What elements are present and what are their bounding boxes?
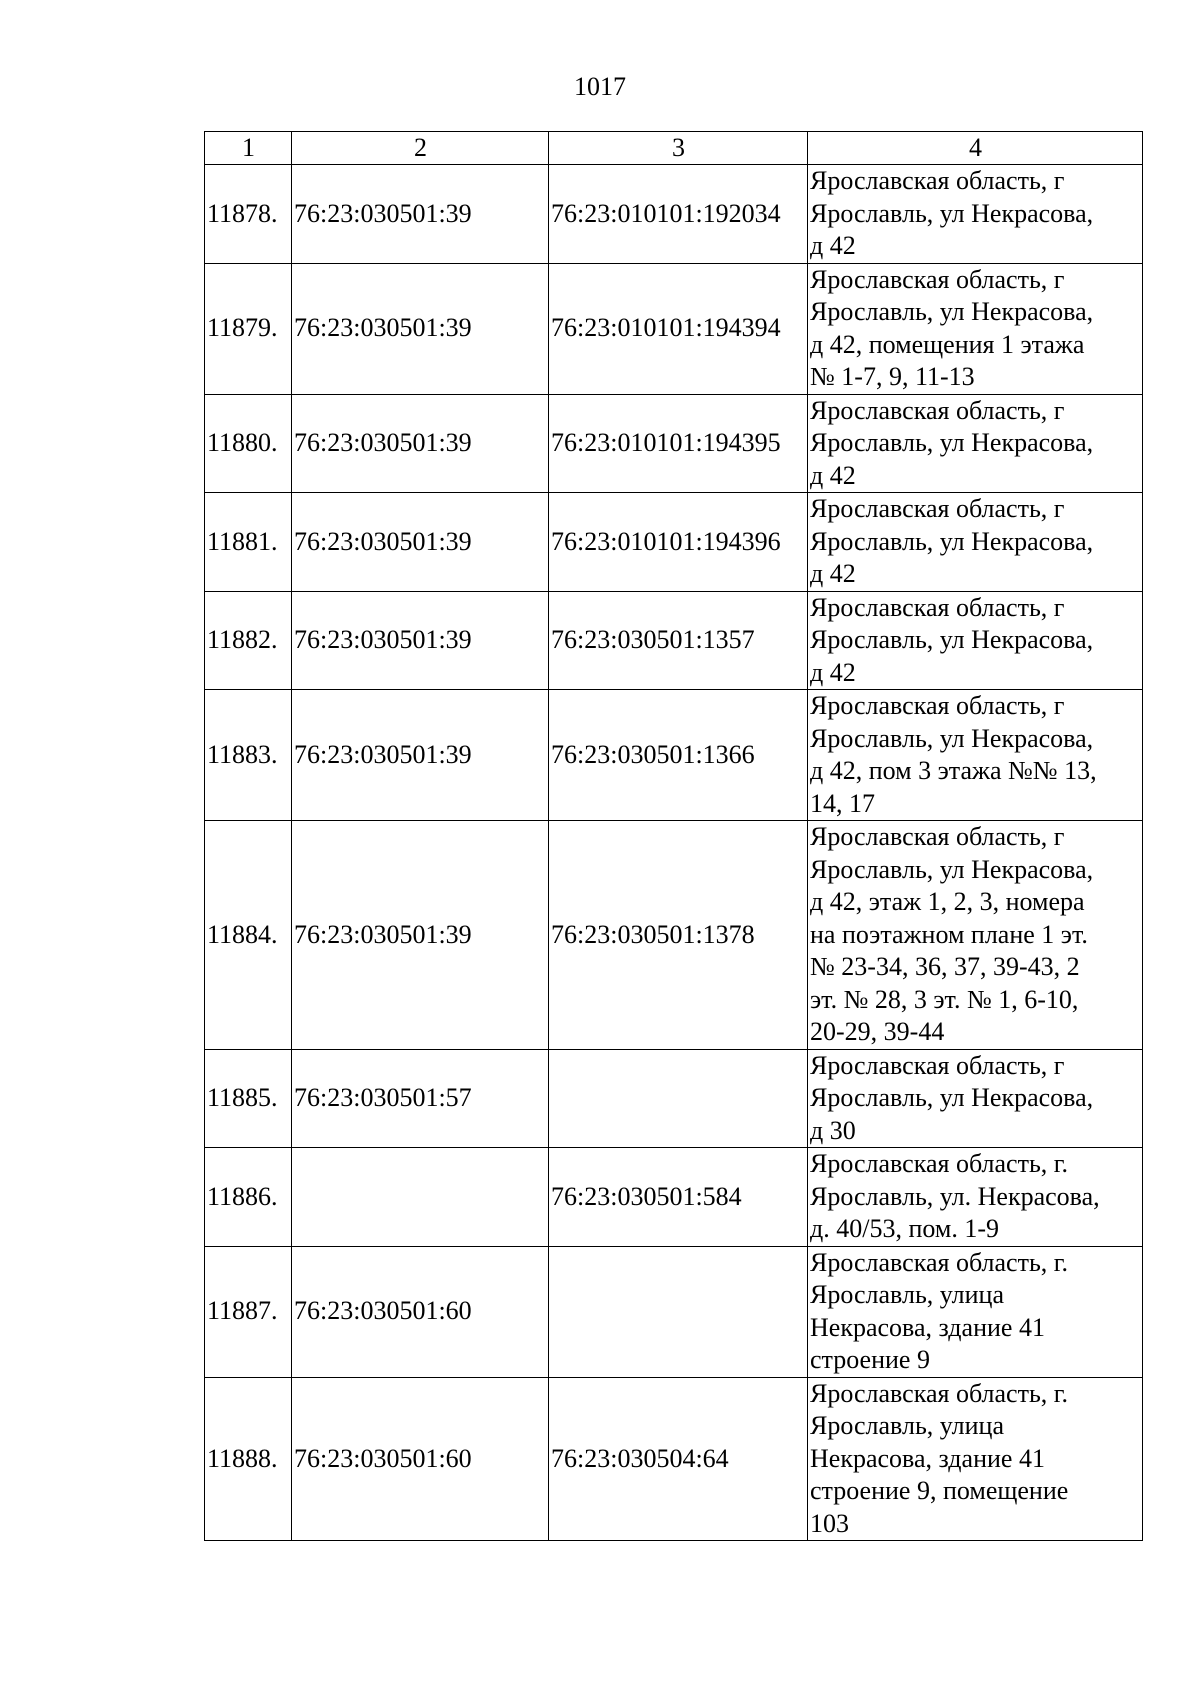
table-row	[205, 263, 1143, 394]
object-cadastral-number: 76:23:010101:192034	[549, 165, 808, 264]
address: Ярославская область, г Ярославль, ул Некрасова, д 42, пом 3 этажа №№ 13, 14, 17	[808, 690, 1143, 821]
parcel-cadastral-number	[292, 1148, 549, 1247]
row-number: 11882.	[205, 591, 292, 690]
object-cadastral-number: 76:23:030501:584	[549, 1148, 808, 1247]
parcel-cadastral-number: 76:23:030501:39	[292, 263, 549, 394]
row-number: 11881.	[205, 493, 292, 592]
parcel-cadastral-number: 76:23:030501:39	[292, 591, 549, 690]
row-number: 11886.	[205, 1148, 292, 1247]
address: Ярославская область, г Ярославль, ул Некрасова, д 42	[808, 493, 1143, 592]
parcel-cadastral-number: 76:23:030501:39	[292, 690, 549, 821]
column-header-1: 1	[205, 132, 292, 165]
row-number: 11887.	[205, 1246, 292, 1377]
address: Ярославская область, г. Ярославль, улица Некрасова, здание 41 строение 9	[808, 1246, 1143, 1377]
object-cadastral-number: 76:23:010101:194394	[549, 263, 808, 394]
table-row	[205, 1377, 1143, 1541]
parcel-cadastral-number: 76:23:030501:57	[292, 1049, 549, 1148]
object-cadastral-number	[549, 1246, 808, 1377]
table-row	[205, 1049, 1143, 1148]
parcel-cadastral-number: 76:23:030501:39	[292, 394, 549, 493]
registry-table	[204, 131, 1143, 1541]
object-cadastral-number: 76:23:030501:1378	[549, 821, 808, 1050]
object-cadastral-number: 76:23:030504:64	[549, 1377, 808, 1541]
table-row	[205, 493, 1143, 592]
column-header-2: 2	[292, 132, 549, 165]
row-number: 11884.	[205, 821, 292, 1050]
table-row	[205, 591, 1143, 690]
table-row	[205, 394, 1143, 493]
object-cadastral-number	[549, 1049, 808, 1148]
page-number: 1017	[574, 72, 626, 101]
parcel-cadastral-number: 76:23:030501:60	[292, 1246, 549, 1377]
address: Ярославская область, г. Ярославль, ул. Некрасова, д. 40/53, пом. 1-9	[808, 1148, 1143, 1247]
row-number: 11888.	[205, 1377, 292, 1541]
table-row	[205, 165, 1143, 264]
object-cadastral-number: 76:23:010101:194396	[549, 493, 808, 592]
parcel-cadastral-number: 76:23:030501:39	[292, 165, 549, 264]
object-cadastral-number: 76:23:010101:194395	[549, 394, 808, 493]
object-cadastral-number: 76:23:030501:1366	[549, 690, 808, 821]
row-number: 11879.	[205, 263, 292, 394]
table-row	[205, 690, 1143, 821]
row-number: 11885.	[205, 1049, 292, 1148]
address: Ярославская область, г Ярославль, ул Некрасова, д 42	[808, 165, 1143, 264]
column-header-4: 4	[808, 132, 1143, 165]
address: Ярославская область, г Ярославль, ул Некрасова, д 42, помещения 1 этажа № 1-7, 9, 11-13	[808, 263, 1143, 394]
row-number: 11880.	[205, 394, 292, 493]
parcel-cadastral-number: 76:23:030501:60	[292, 1377, 549, 1541]
table-row	[205, 821, 1143, 1050]
row-number: 11878.	[205, 165, 292, 264]
object-cadastral-number: 76:23:030501:1357	[549, 591, 808, 690]
parcel-cadastral-number: 76:23:030501:39	[292, 493, 549, 592]
address: Ярославская область, г Ярославль, ул Некрасова, д 30	[808, 1049, 1143, 1148]
address: Ярославская область, г Ярославль, ул Некрасова, д 42	[808, 591, 1143, 690]
parcel-cadastral-number: 76:23:030501:39	[292, 821, 549, 1050]
table-header-row	[205, 132, 1143, 165]
table-row	[205, 1148, 1143, 1247]
table-row	[205, 1246, 1143, 1377]
address: Ярославская область, г. Ярославль, улица Некрасова, здание 41 строение 9, помещение 103	[808, 1377, 1143, 1541]
address: Ярославская область, г Ярославль, ул Некрасова, д 42	[808, 394, 1143, 493]
row-number: 11883.	[205, 690, 292, 821]
column-header-3: 3	[549, 132, 808, 165]
address: Ярославская область, г Ярославль, ул Некрасова, д 42, этаж 1, 2, 3, номера на поэтажном плане 1 эт. № 23-34, 36, 37, 39-43, 2 эт. № 28, 3 эт. № 1, 6-10, 20-29, 39-44	[808, 821, 1143, 1050]
